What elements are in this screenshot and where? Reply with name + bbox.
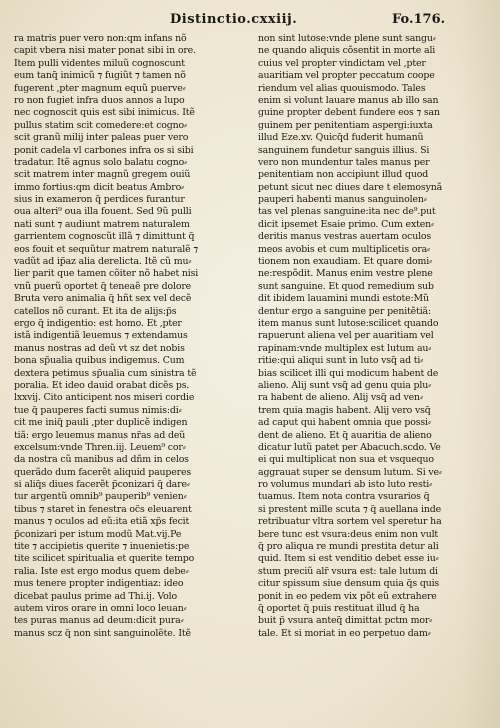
- text-line: penitentiam non accipiunt illud quod: [258, 169, 429, 181]
- text-line: meos avobis et cum multiplicetis ora⸗: [258, 243, 430, 255]
- text-line: sunt sanguine. Et quod remedium sub: [258, 280, 434, 292]
- text-line: dit ibidem lauamini mundi estote:Mũ: [258, 293, 429, 305]
- text-line: eum tanq̃ inimicũ ⁊ fugiũt ⁊ tamen nõ: [14, 70, 186, 82]
- text-line: tite ⁊ accipietis querite ⁊ inuenietis:pe: [14, 541, 190, 553]
- text-line: tradatur. Itẽ agnus solo balatu cogno⸗: [14, 156, 188, 168]
- text-line: rapuerunt aliena vel per auaritiam vel: [258, 330, 434, 342]
- text-line: trem quia magis habent. Alij vero vsq̃: [258, 404, 431, 416]
- text-line: immo fortius:qm dicit beatus Ambro⸗: [14, 181, 185, 193]
- text-line: pauperi habenti manus sanguinolen⸗: [258, 194, 427, 206]
- text-line: ra matris puer vero non:qm infans nõ: [14, 33, 187, 44]
- text-line: nati sunt ⁊ audiunt matrem naturalem: [14, 218, 190, 230]
- text-line: tite scilicet spiritualia et querite tempo: [14, 553, 195, 565]
- text-line: stum preciũ alr̃ vsura est: tale lutum di: [258, 565, 438, 577]
- text-line: q̃ pro aliqua re mundi prestita detur ali: [258, 541, 439, 553]
- text-line: vadũt ad ip̃az alia derelicta. Itẽ cũ mu⸗: [14, 256, 192, 268]
- text-line: dextera petimus sp̃ualia cum sinistra tẽ: [14, 367, 197, 379]
- text-line: ad caput qui habent omnia que possi⸗: [258, 417, 431, 429]
- text-line: autem viros orare in omni loco leuan⸗: [14, 602, 187, 614]
- text-line: ra habent de alieno. Alij vsq̃ ad ven⸗: [258, 392, 423, 404]
- right-text-column: [258, 33, 490, 640]
- text-line: ritie:qui aliqui sunt in luto vsq̃ ad ti⸗: [258, 355, 424, 367]
- text-line: da nostra cũ manibus ad dñm in celos: [14, 454, 189, 466]
- text-line: vnũ puerũ oportet q̃ teneaẽ pre dolore: [14, 280, 192, 292]
- text-line: querãdo dum facerẽt aliquid pauperes: [14, 466, 192, 478]
- text-line: sanguinem fundetur sanguis illius. Si: [258, 144, 430, 156]
- text-line: dicatur lutũ patet per Abacuch.scdo. Ve: [258, 441, 441, 453]
- text-line: excelsum:vnde Thren.iij. Leuem⁹ cor⸗: [14, 441, 186, 453]
- text-line: item manus sunt lutose:scilicet quando: [258, 317, 439, 329]
- text-line: petunt sicut nec diues dare t elemosynã: [258, 181, 443, 193]
- text-line: citur spissum siue densum quia q̃s quis: [258, 578, 440, 590]
- text-line: tibus ⁊ staret in fenestra oc̃s eleuarent: [14, 503, 192, 515]
- text-line: tionem non exaudiam. Et quare domi⸗: [258, 256, 433, 268]
- text-line: ro non fugiet infra duos annos a lupo: [14, 94, 185, 106]
- text-line: tiã: ergo leuemus manus nr̃as ad deũ: [14, 429, 186, 441]
- text-line: bias scilicet illi qui modicum habent de: [258, 367, 439, 379]
- text-line: si prestent mille scuta ⁊ q̃ auellana inde: [258, 503, 442, 515]
- text-line: Item pulli videntes miluũ cognoscunt: [14, 57, 185, 69]
- text-line: tur argentũ omnib⁹ pauperib⁹ venien⸗: [14, 491, 187, 503]
- text-line: guine propter debent fundere eos ⁊ san: [258, 107, 440, 119]
- text-line: cuius vel propter vindictam vel ,pter: [258, 57, 426, 69]
- text-line: nec cognoscit quis est sibi inimicus. Itẽ: [14, 107, 195, 119]
- text-line: q̃ oportet q̃ puis restituat illud q̃ ha: [258, 602, 420, 614]
- text-line: lxxvij. Cito anticipent nos miseri cordie: [14, 392, 195, 404]
- text-line: ponit cadela vl carbones infra os si sibi: [14, 144, 194, 156]
- text-line: oua alteri⁹ oua illa fouent. Sed 9ũ pulli: [14, 206, 192, 218]
- left-text-column: [14, 33, 246, 640]
- text-line: vero non mundentur tales manus per: [258, 156, 430, 168]
- page-edge-shading: [460, 0, 500, 728]
- text-line: ergo q̃ indigentio: est homo. Et ,pter: [14, 317, 182, 329]
- text-line: mus tenere propter indigentiaz: ideo: [14, 578, 184, 590]
- text-line: rapinam:vnde multiplex est lutum au⸗: [258, 342, 432, 354]
- text-line: sius in exameron q̃ perdices furantur: [14, 194, 185, 206]
- text-line: tue q̃ pauperes facti sumus nimis:di⸗: [14, 404, 182, 416]
- text-line: poralia. Et ideo dauid orabat dicẽs ps.: [14, 379, 190, 391]
- text-line: dent de alieno. Et q̃ auaritia de alieno: [258, 429, 432, 441]
- text-line: ponit in eo pedem vix põt eũ extrahere: [258, 590, 437, 602]
- text-line: garrientem cognoscũt illã ⁊ dimittunt q̃: [14, 231, 195, 243]
- text-line: dentur ergo a sanguine per penitẽtiã:: [258, 305, 431, 317]
- text-line: p̃conizari per istum modũ Mat.vij.Pe: [14, 528, 182, 540]
- text-line: manus nostras ad deũ vt sz det nobis: [14, 342, 185, 354]
- text-line: scit granũ milij inter paleas puer vero: [14, 132, 189, 144]
- page-header: [0, 10, 500, 32]
- text-line: dicebat paulus prime ad Thi.ij. Volo: [14, 590, 177, 602]
- text-line: bona sp̃ualia quibus indigemus. Cum: [14, 355, 185, 367]
- text-line: ne:respõdit. Manus enim vestre plene: [258, 268, 433, 280]
- text-line: scit matrem inter magnũ gregem ouiũ: [14, 169, 191, 181]
- text-line: ne quando aliquis cõsentit in morte ali: [258, 45, 436, 57]
- text-line: illud Eze.xv. Quicq̃d fuderit humanũ: [258, 132, 424, 144]
- running-title: Distinctio.cxxiij.: [170, 12, 298, 27]
- text-line: non sint lutose:vnde plene sunt sangu⸗: [258, 33, 436, 44]
- text-line: tes puras manus ad deum:dicit pura⸗: [14, 615, 184, 627]
- folio-number: Fo.176.: [392, 12, 446, 27]
- text-line: dicit ipsemet Esaie primo. Cum exten⸗: [258, 218, 434, 230]
- text-line: eos fouit et sequũtur matrem naturalẽ ⁊: [14, 243, 198, 255]
- text-line: bere tunc est vsura:deus enim non vult: [258, 528, 439, 540]
- text-line: tuamus. Item nota contra vsurarios q̃: [258, 491, 430, 503]
- text-line: buit p̃ vsura anteq̃ dimittat pctm mor⸗: [258, 615, 433, 627]
- text-line: riendum vel alias quouismodo. Tales: [258, 82, 426, 94]
- text-line: auaritiam vel propter peccatum coope: [258, 70, 435, 82]
- text-line: alieno. Alij sunt vsq̃ ad genu quia plu⸗: [258, 379, 432, 391]
- text-line: catellos nõ curant. Et ita de alijs:p̃s: [14, 305, 177, 317]
- text-line: pullus statim scit comedere:et cogno⸗: [14, 119, 187, 131]
- text-line: enim si volunt lauare manus ab illo san: [258, 94, 439, 106]
- text-line: cit me iniq̃ pauli ,pter duplicẽ indigen: [14, 417, 188, 429]
- text-line: ei qui multiplicat non sua et vsquequo: [258, 454, 434, 466]
- text-line: guinem per penitentiam aspergi:iuxta: [258, 119, 433, 131]
- text-line: deritis manus vestras auertam oculos: [258, 231, 432, 243]
- text-line: tas vel plenas sanguine:ita nec de⁹.put: [258, 206, 436, 218]
- text-line: quid. Item si est venditio debet esse iu⸗: [258, 553, 439, 565]
- text-line: istã indigentiã leuemus ⁊ extendamus: [14, 330, 188, 342]
- text-line: aggrauat super se densum lutum. Si ve⸗: [258, 466, 442, 478]
- text-line: ro volumus mundari ab isto luto resti⸗: [258, 479, 433, 491]
- text-line: ralia. Iste est ergo modus quem debe⸗: [14, 565, 189, 577]
- text-line: tale. Et si moriat in eo perpetuo dam⸗: [258, 627, 431, 639]
- text-line: Bruta vero animalia q̃ hñt sex vel decẽ: [14, 293, 192, 305]
- text-line: manus ⁊ oculos ad eũ:ita etiã xp̃s fecit: [14, 516, 190, 528]
- text-line: manus scz q̃ non sint sanguinolẽte. Itẽ: [14, 627, 191, 639]
- text-line: si aliq̃s diues facerẽt p̃conizari q̃ dare⸗: [14, 479, 190, 491]
- text-line: capit vbera nisi mater ponat sibi in ore.: [14, 45, 196, 57]
- text-line: fugerent ,pter magnum equũ puerve⸗: [14, 82, 186, 94]
- text-line: lier parit que tamen cõiter nõ habet nisi: [14, 268, 199, 280]
- text-line: retribuatur vltra sortem vel speretur ha: [258, 516, 442, 528]
